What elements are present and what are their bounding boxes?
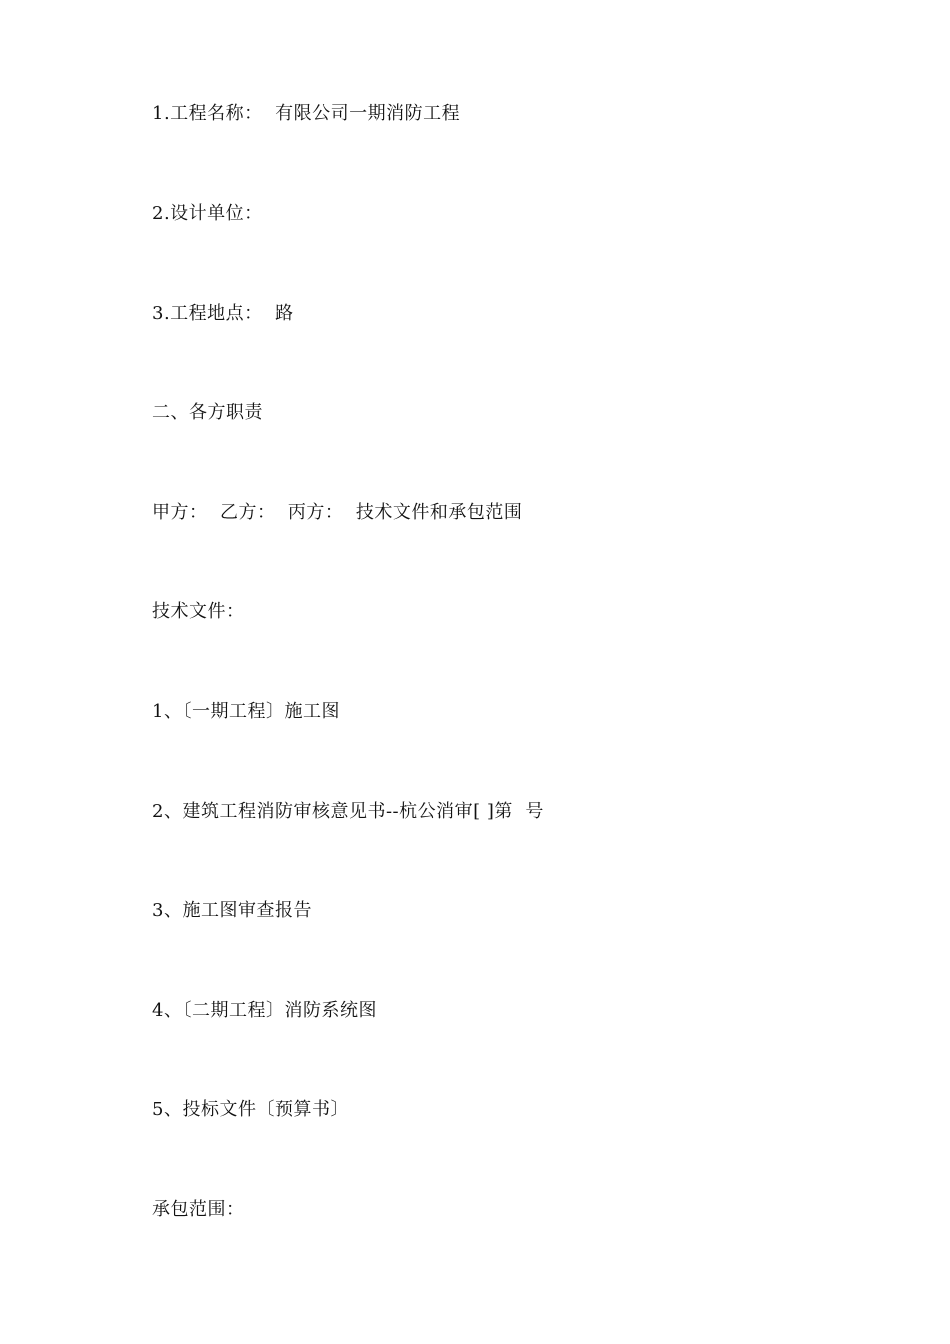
technical-documents-heading: 技术文件： [152, 601, 245, 622]
parties-line: 甲方： 乙方： 丙方： 技术文件和承包范围 [152, 502, 523, 523]
list-item: 2、建筑工程消防审核意见书--杭公消审[ ]第 号 [152, 801, 544, 822]
contract-scope-heading: 承包范围： [152, 1199, 245, 1220]
list-item: 3、施工图审查报告 [152, 900, 312, 921]
design-unit-line: 2.设计单位： [152, 203, 263, 224]
project-location-line: 3.工程地点： 路 [152, 303, 294, 324]
list-item: 1、〔一期工程〕施工图 [152, 701, 340, 722]
section-heading-responsibilities: 二、各方职责 [152, 402, 263, 423]
list-item: 4、〔二期工程〕消防系统图 [152, 1000, 377, 1021]
list-item: 5、投标文件〔预算书〕 [152, 1099, 349, 1120]
project-name-line: 1.工程名称： 有限公司一期消防工程 [152, 103, 461, 124]
